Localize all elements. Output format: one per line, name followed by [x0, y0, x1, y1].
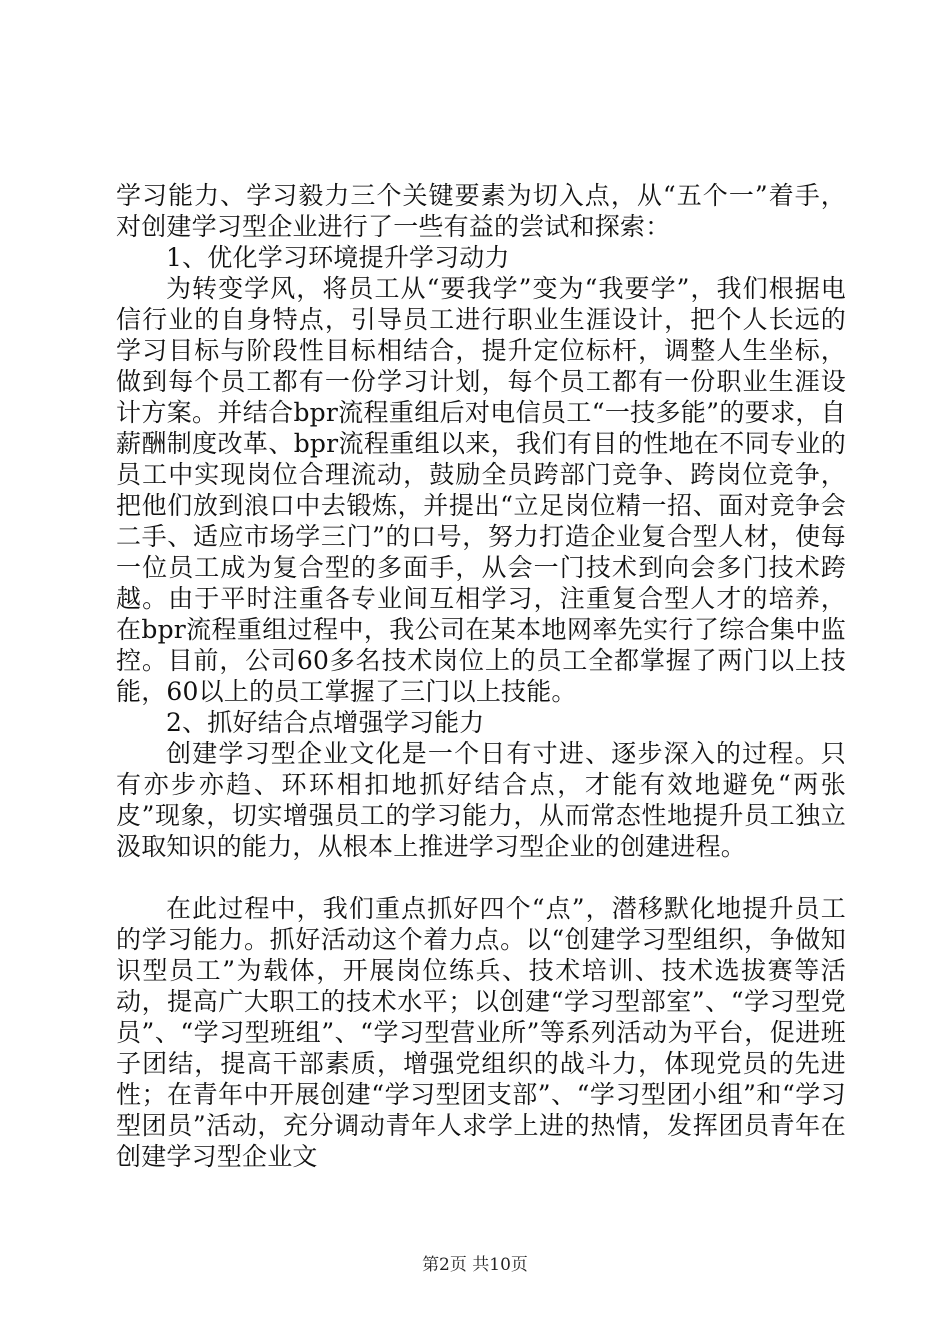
paragraph: 1、优化学习环境提升学习动力 — [166, 243, 510, 272]
document-body — [116, 180, 846, 1172]
paragraph: 2、抓好结合点增强学习能力 — [166, 708, 485, 737]
paragraph: 在此过程中，我们重点抓好四个“点”，潜移默化地提升员工的学习能力。抓好活动这个着力点。以“创建学习型组织，争做知识型员工”为载体，开展岗位练兵、技术培训、技术选拔赛等活动，提高广大职工的技术水平；以创建“学习型部室”、“学习型党员”、“学习型班组”、“学习型营业所”等系列活动为平台，促进班子团结，提高干部素质，增强党组织的战斗力，体现党员的先进性；在青年中开展创建“学习型团支部”、“学习型团小组”和“学习型团员”活动，充分调动青年人求学上进的热情，发挥团员青年在创建学习型企业文 — [116, 894, 846, 1171]
paragraph: 创建学习型企业文化是一个日有寸进、逐步深入的过程。只有亦步亦趋、环环相扣地抓好结合点，才能有效地避免“两张皮”现象，切实增强员工的学习能力，从而常态性地提升员工独立汲取知识的能力，从根本上推进学习型企业的创建进程。 — [116, 739, 846, 861]
paragraph: 为转变学风，将员工从“要我学”变为“我要学”，我们根据电信行业的自身特点，引导员工进行职业生涯设计，把个人长远的学习目标与阶段性目标相结合，提升定位标杆，调整人生坐标，做到每个员工都有一份学习计划，每个员工都有一份职业生涯设计方案。并结合bpr流程重组后对电信员工“一技多能”的要求，自薪酬制度改革、bpr流程重组以来，我们有目的性地在不同专业的员工中实现岗位合理流动，鼓励全员跨部门竞争、跨岗位竞争，把他们放到浪口中去锻炼，并提出“立足岗位精一招、面对竞争会二手、适应市场学三门”的口号，努力打造企业复合型人材，使每一位员工成为复合型的多面手，从会一门技术到向会多门技术跨越。由于平时注重各专业间互相学习，注重复合型人才的培养，在bpr流程重组过程中，我公司在某本地网率先实行了综合集中监控。目前，公司60多名技术岗位上的员工全都掌握了两门以上技能，60以上的员工掌握了三门以上技能。 — [116, 274, 846, 706]
page-footer: 第2页 共10页 — [422, 1255, 528, 1275]
paragraph: 学习能力、学习毅力三个关键要素为切入点，从“五个一”着手，对创建学习型企业进行了一些有益的尝试和探索： — [116, 181, 846, 241]
